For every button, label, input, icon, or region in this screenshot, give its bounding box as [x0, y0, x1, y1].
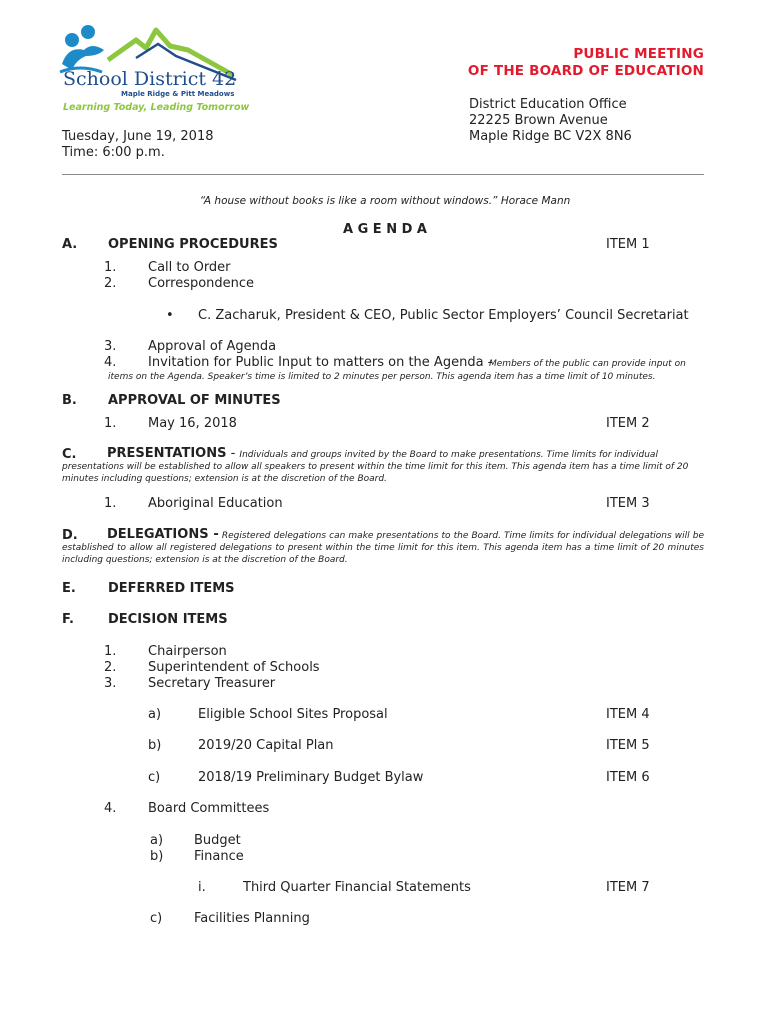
a-num-4: 4. [104, 355, 117, 370]
a-num-1: 1. [104, 260, 117, 275]
f-num-4: 4. [104, 801, 117, 816]
a-bullet-text: C. Zacharuk, President & CEO, Public Sector Employers’ Council Secretariat [198, 308, 689, 323]
b-num-1: 1. [104, 416, 117, 431]
f-text-1: Chairperson [148, 644, 227, 659]
meeting-title-line2: OF THE BOARD OF EDUCATION [467, 63, 704, 79]
address-line2: 22225 Brown Avenue [469, 113, 608, 128]
committee-b-sub-i-text: Third Quarter Financial Statements [243, 880, 471, 895]
committee-a: a) [150, 833, 164, 848]
f-sub-c: c) [148, 770, 161, 785]
quote: “A house without books is like a room without windows.” Horace Mann [199, 195, 571, 207]
section-e-title: DEFERRED ITEMS [108, 581, 235, 596]
section-a-letter: A. [62, 237, 78, 252]
address-line1: District Education Office [469, 97, 627, 112]
agenda-title: A G E N D A [343, 222, 427, 237]
district-logo [58, 20, 248, 115]
a-text-2: Correspondence [148, 276, 255, 291]
section-b-title: APPROVAL OF MINUTES [108, 393, 281, 408]
logo-name: School District 42 [63, 68, 237, 90]
section-f-letter: F. [62, 612, 74, 627]
f-num-3: 3. [104, 676, 117, 691]
section-e-letter: E. [62, 581, 76, 596]
committee-b-sub-i-item: ITEM 7 [606, 880, 650, 895]
section-b-item: ITEM 2 [606, 416, 650, 431]
f-text-4: Board Committees [148, 801, 270, 816]
f-sub-a-item: ITEM 4 [606, 707, 650, 722]
f-num-2: 2. [104, 660, 117, 675]
f-text-3: Secretary Treasurer [148, 676, 276, 691]
section-a-title: OPENING PROCEDURES [108, 237, 278, 252]
section-c-letter: C. [62, 447, 77, 462]
section-a-item: ITEM 1 [606, 237, 650, 252]
section-c-paragraph [62, 448, 704, 485]
section-c-item: ITEM 3 [606, 496, 650, 511]
f-text-2: Superintendent of Schools [148, 660, 320, 675]
section-c-dash: - [226, 446, 240, 461]
committee-a-text: Budget [194, 833, 241, 848]
a-num-3: 3. [104, 339, 117, 354]
f-sub-b-text: 2019/20 Capital Plan [198, 738, 334, 753]
section-b-letter: B. [62, 393, 77, 408]
section-f-title: DECISION ITEMS [108, 612, 228, 627]
f-sub-c-item: ITEM 6 [606, 770, 650, 785]
committee-b-text: Finance [194, 849, 244, 864]
section-c-title: PRESENTATIONS [107, 446, 227, 461]
f-sub-a-text: Eligible School Sites Proposal [198, 707, 388, 722]
section-d-paragraph [62, 529, 704, 566]
c-num-1: 1. [104, 496, 117, 511]
meeting-title-line1: PUBLIC MEETING [573, 46, 704, 62]
logo-tagline: Learning Today, Leading Tomorrow [63, 102, 250, 113]
committee-c: c) [150, 911, 163, 926]
a-text-3: Approval of Agenda [148, 339, 277, 354]
f-sub-b-item: ITEM 5 [606, 738, 650, 753]
bullet-icon: • [166, 308, 174, 323]
logo-subtitle: Maple Ridge & Pitt Meadows [121, 90, 235, 98]
section-d-title: DELEGATIONS - [107, 527, 219, 542]
f-num-1: 1. [104, 644, 117, 659]
f-sub-a: a) [148, 707, 162, 722]
f-sub-c-text: 2018/19 Preliminary Budget Bylaw [198, 770, 424, 785]
meeting-date: Tuesday, June 19, 2018 [62, 129, 214, 144]
committee-b: b) [150, 849, 164, 864]
a-text-1: Call to Order [148, 260, 231, 275]
f-sub-b: b) [148, 738, 162, 753]
address-line3: Maple Ridge BC V2X 8N6 [469, 129, 632, 144]
committee-c-text: Facilities Planning [194, 911, 310, 926]
a-text-4-note2: items on the Agenda. Speaker’s time is limited to 2 minutes per person. This agenda item has a time limit of 10 minutes. [108, 372, 656, 382]
section-c-note: Individuals and groups invited by the Board to make presentations. Time limits for individual presentations will be established to allow all speakers to present within the time limit for this item. This agenda item has a time limit of 20 minutes including questions; extension is at the discretion of the Board. [62, 450, 689, 484]
meeting-time: Time: 6:00 p.m. [62, 145, 165, 160]
committee-b-sub-i: i. [198, 880, 206, 895]
a-text-4: Invitation for Public Input to matters on the Agenda - [148, 355, 493, 370]
a-num-2: 2. [104, 276, 117, 291]
c-text-1: Aboriginal Education [148, 496, 283, 511]
section-d-note: Registered delegations can make presentations to the Board. Time limits for individual delegations will be established to allow all registered delegations to present within the time limit for this item. This agenda item has a time limit of 20 minutes including questions; extension is at the discretion of the Board. [62, 531, 704, 565]
header-divider [62, 174, 704, 175]
a-text-4-note1: Members of the public can provide input on [489, 359, 686, 369]
section-d-letter: D. [62, 528, 78, 543]
b-text-1: May 16, 2018 [148, 416, 237, 431]
